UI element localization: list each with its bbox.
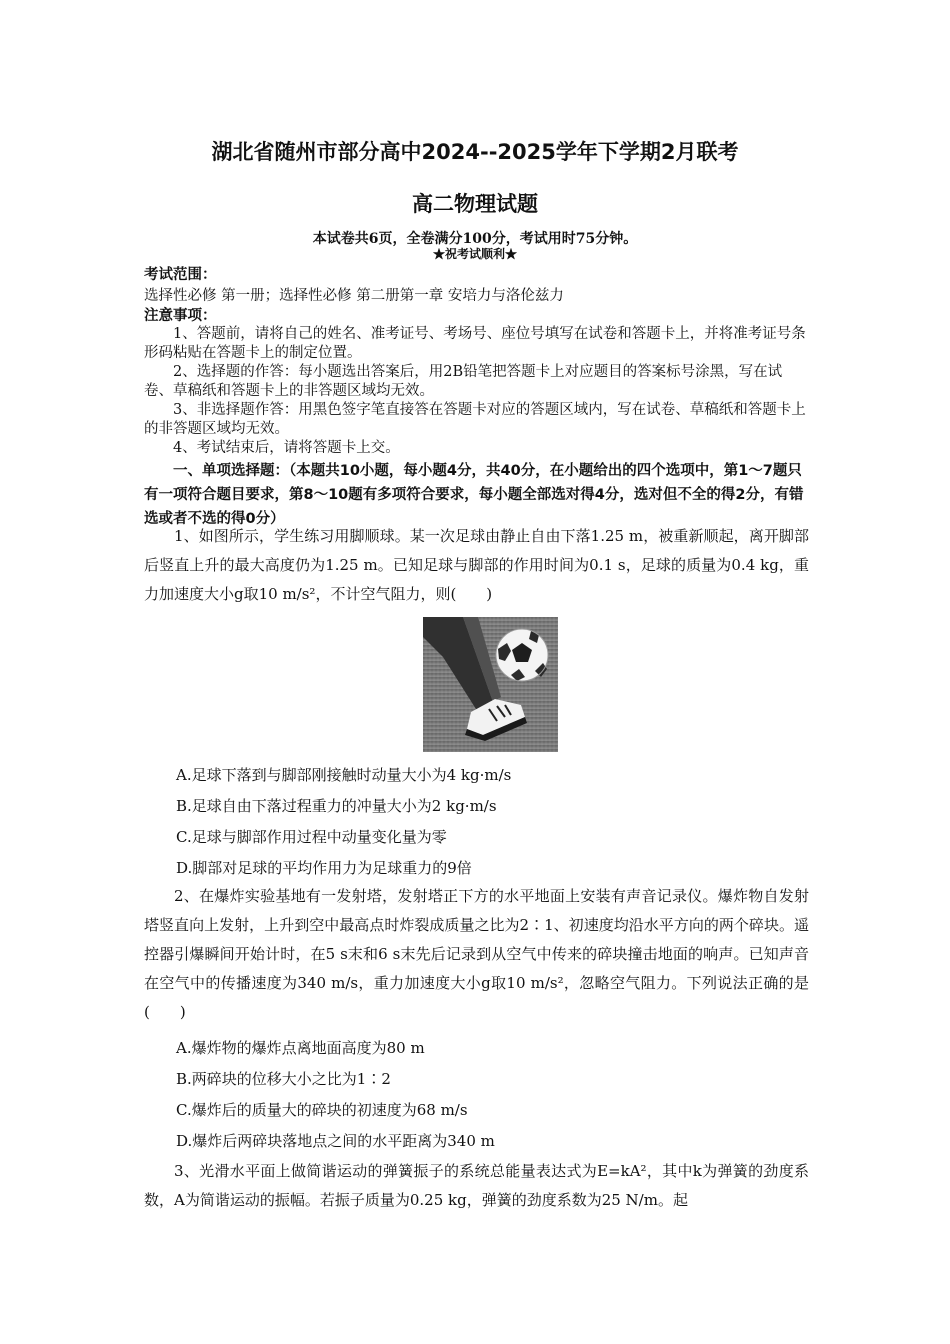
question-1-option-a: A.足球下落到与脚部刚接触时动量大小为4 kg·m/s xyxy=(176,766,512,784)
question-1-stem: 1、如图所示，学生练习用脚顺球。某一次足球由静止自由下落1.25 m，被重新顺起，离开脚部后竖直上升的最大高度仍为1.25 m。已知足球与脚部的作用时间为0.1 s，足球的质量为0.4 kg，重力加速度大小g取10 m/s²，不计空气阻力，则( ) xyxy=(144,527,809,603)
question-2-stem: 2、在爆炸实验基地有一发射塔，发射塔正下方的水平地面上安装有声音记录仪。爆炸物自发射塔竖直向上发射，上升到空中最高点时炸裂成质量之比为2∶1、初速度均沿水平方向的两个碎块。遥控器引爆瞬间开始计时，在5 s末和6 s末先后记录到从空气中传来的碎块撞击地面的响声。已知声音在空气中的传播速度为340 m/s，重力加速度大小g取10 m/s²，忽略空气阻力。下列说法正确的是( ) xyxy=(144,887,809,1021)
question-2-option-b: B.两碎块的位移大小之比为1∶2 xyxy=(176,1070,391,1088)
exam-title: 湖北省随州市部分高中2024--2025学年下学期2月联考 xyxy=(211,140,739,164)
section-heading: 一、单项选择题：（本题共10小题，每小题4分，共40分，在小题给出的四个选项中，第1～7题只有一项符合题目要求，第8～10题有多项符合要求，每小题全部选对得4分，选对但不全的得2分，有错选或者不选的得0分） xyxy=(144,463,804,527)
scope-label: 考试范围： xyxy=(144,266,217,283)
question-2-option-d: D.爆炸后两碎块落地点之间的水平距离为340 m xyxy=(176,1132,495,1150)
scope-text: 选择性必修 第一册；选择性必修 第二册第一章 安培力与洛伦兹力 xyxy=(144,288,564,304)
question-2-option-a: A.爆炸物的爆炸点离地面高度为80 m xyxy=(176,1039,425,1057)
exam-info: 本试卷共6页，全卷满分100分，考试用时75分钟。 xyxy=(312,231,638,247)
exam-subtitle: 高二物理试题 xyxy=(412,192,538,216)
question-3-stem: 3、光滑水平面上做简谐运动的弹簧振子的系统总能量表达式为E=kA²，其中k为弹簧的劲度系数，A为简谐运动的振幅。若振子质量为0.25 kg，弹簧的劲度系数为25 N/m。起 xyxy=(144,1162,809,1209)
notes-label: 注意事项： xyxy=(144,307,217,324)
question-2-option-c: C.爆炸后的质量大的碎块的初速度为68 m/s xyxy=(176,1101,468,1119)
question-1-option-d: D.脚部对足球的平均作用力为足球重力的9倍 xyxy=(176,859,472,877)
good-luck-text: ★祝考试顺利★ xyxy=(432,247,517,261)
soccer-kick-photo xyxy=(423,617,558,752)
note-item: 2、选择题的作答：每小题选出答案后，用2B铅笔把答题卡上对应题目的答案标号涂黑，写在试卷、草稿纸和答题卡上的非答题区域均无效。 xyxy=(144,364,783,399)
question-1-option-c: C.足球与脚部作用过程中动量变化量为零 xyxy=(176,828,447,846)
note-item: 3、非选择题作答：用黑色签字笔直接答在答题卡对应的答题区域内，写在试卷、草稿纸和答题卡上的非答题区域均无效。 xyxy=(144,402,806,437)
note-item: 4、考试结束后，请将答题卡上交。 xyxy=(173,440,400,456)
question-1-option-b: B.足球自由下落过程重力的冲量大小为2 kg·m/s xyxy=(176,797,497,815)
note-item: 1、答题前，请将自己的姓名、准考证号、考场号、座位号填写在试卷和答题卡上，并将准考证号条形码粘贴在答题卡上的制定位置。 xyxy=(144,326,806,361)
